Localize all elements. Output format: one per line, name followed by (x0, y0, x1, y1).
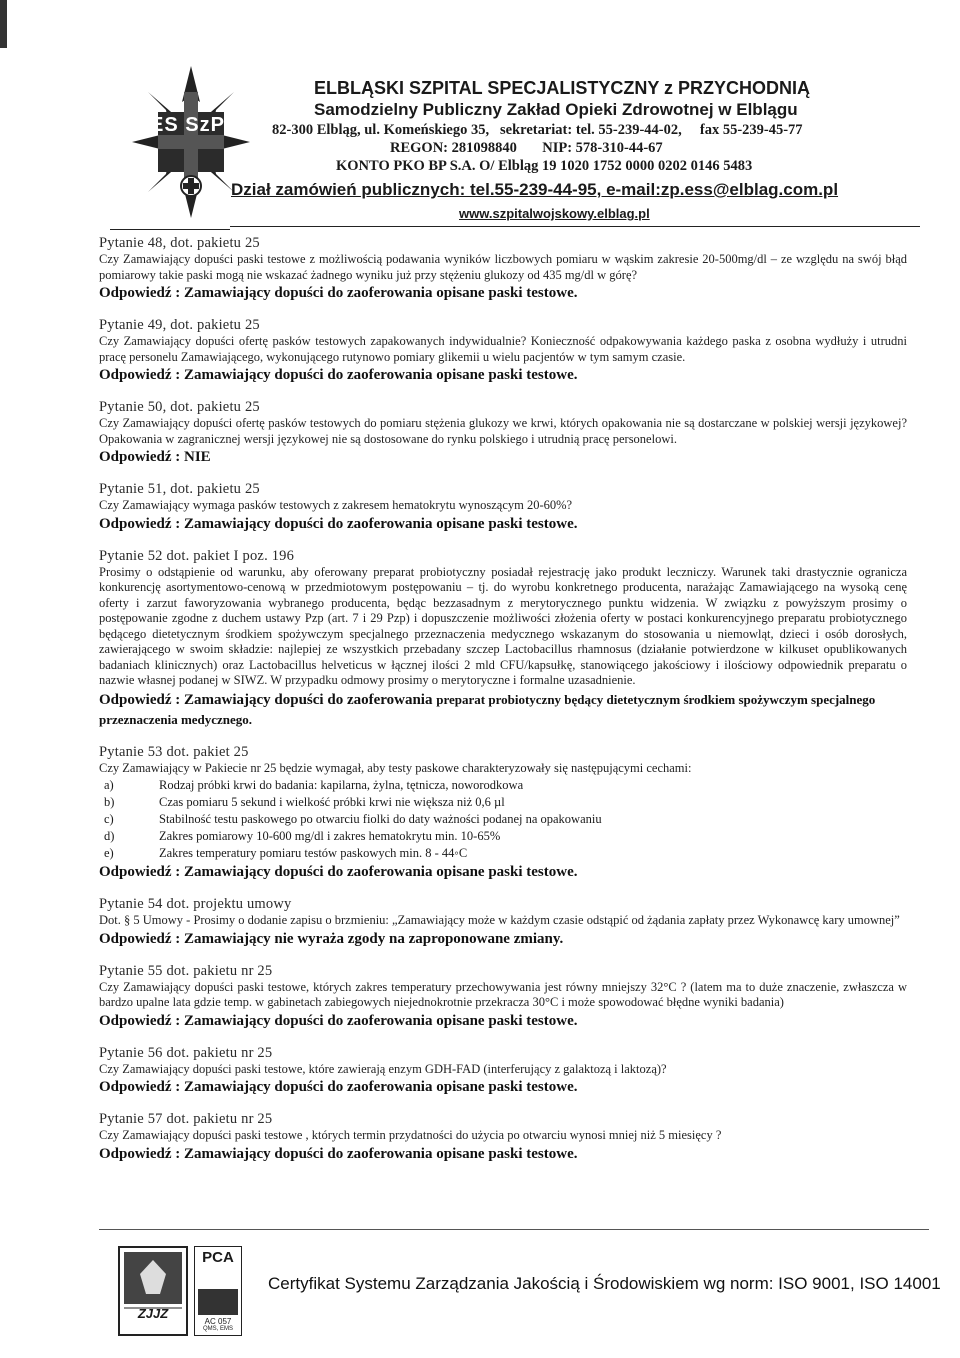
address-line (272, 122, 803, 139)
zjjz-logo-text: ZJJZ (137, 1306, 169, 1321)
hospital-name: ELBLĄSKI SZPITAL SPECJALISTYCZNY z PRZYCHODNIĄ (314, 78, 811, 98)
list-item-label: a) (104, 778, 114, 792)
list-item-text: Zakres temperatury pomiaru testów paskowych min. 8 - 44◦C (159, 846, 468, 860)
question-block (99, 316, 907, 385)
list-item-label: b) (104, 795, 115, 809)
list-item (99, 845, 907, 862)
emblem-text: ES SzP (150, 114, 225, 136)
list-item-label: d) (104, 829, 115, 843)
answer-text: Odpowiedź : Zamawiający dopuści do zaoferowania opisane paski testowe. (99, 367, 578, 383)
regon: REGON: 281098840 (390, 140, 517, 156)
question-title: Pytanie 52 dot. pakiet I poz. 196 (99, 547, 295, 564)
list-item-label: c) (104, 812, 114, 826)
certificate-text: Certyfikat Systemu Zarządzania Jakością i Środowiskiem wg norm: ISO 9001, ISO 14001 (268, 1274, 941, 1293)
question-text: Czy Zamawiający wymaga pasków testowych z zakresem hematokrytu wynoszącym 20-60%? (99, 498, 573, 512)
list-item (99, 777, 907, 794)
question-text: Czy Zamawiający dopuści paski testowe z możliwością podawania wyników liczbowych pomiaru w wąskim zakresie 20-500mg/dl – ze względu na swój błąd pomiarowy takie paski mogą nie wskazać żadnego wyniku już przy stężeniu glukozy od 435 mg/dl w górę? (99, 252, 907, 282)
question-title: Pytanie 49, dot. pakietu 25 (99, 317, 260, 333)
question-block (99, 743, 907, 883)
answer-main: Odpowiedź : Zamawiający dopuści do zaoferowania (99, 691, 433, 708)
answer-tail: preparat probiotyczny będący dietetycznym środkiem spożywczym specjalnego przeznaczenia medycznego. (99, 691, 876, 727)
unit-name: Samodzielny Publiczny Zakład Opieki Zdrowotnej w Elblągu (314, 100, 798, 119)
list-item (99, 828, 907, 845)
nip: NIP: 578-310-44-67 (542, 140, 663, 156)
question-block (99, 1110, 907, 1164)
questions-list (99, 234, 907, 1177)
question-title: Pytanie 57 dot. pakietu nr 25 (99, 1111, 273, 1127)
answer-text: Odpowiedź : Zamawiający dopuści do zaoferowania opisane paski testowe. (99, 285, 578, 301)
requirements-list (99, 777, 907, 862)
question-block (99, 398, 907, 467)
list-item (99, 811, 907, 828)
registry-line (390, 140, 663, 157)
question-text: Prosimy o odstąpienie od warunku, aby oferowany preparat probiotyczny posiadał rejestrację jako produkt leczniczy. Warunek taki drastycznie ogranicza konkurencję asortymentowo-cenową w przedmiotowym postępowaniu – tj. do wyrobu konkretnego producenta, narażając Zamawiającego na wysoką cenę oferty i zarzut faworyzowania wybranego producenta, będąc bezzasadnym z merytorycznego punktu widzenia. W związku z powyższym prosimy o postępowanie zgodne z duchem ustawy Pzp (art. 7 i 29 Pzp) i dopuszczenie możliwości złożenia oferty w postaci konkurencyjnego preparatu probiotycznego będącego dietetycznym środkiem spożywczym specjalnego przeznaczenia medycznego wskazanym do stosowania u niemowląt, dzieci i osób dorosłych, zawierającego w swoim składzie: najlepiej ze wszystkich przebadany szczep Lactobacillus rhamnosus (działanie potwierdzone w kilkuset opublikowanych badaniach klinicznych) oraz Lactobacillus helveticus w łącznej ilości 2 mld CFU/kapsułkę, stanowiącego jakościowy i ilościowy odpowiednik preparatu o nazwie własnej podanej w SIWZ. W przypadku odmowy prosimy o merytoryczne i formalne uzasadnienie. (99, 564, 907, 687)
question-text: Czy Zamawiający dopuści paski testowe, które zawierają enzym GDH-FAD (interferujący z galaktozą i laktozą)? (99, 1061, 667, 1076)
question-text: Czy Zamawiający w Pakiecie nr 25 będzie wymagał, aby testy paskowe charakteryzowały się następującymi cechami: (99, 760, 692, 775)
list-item-text: Czas pomiaru 5 sekund i wielkość próbki krwi nie większa niż 0,6 µl (159, 795, 505, 809)
answer-text: Odpowiedź : NIE (99, 449, 211, 465)
answer-text: Odpowiedź : Zamawiający dopuści do zaoferowania opisane paski testowe. (99, 1012, 578, 1029)
question-title: Pytanie 51, dot. pakietu 25 (99, 481, 260, 497)
header-divider (230, 226, 920, 227)
answer-text: Odpowiedź : Zamawiający dopuści do zaoferowania opisane paski testowe. (99, 515, 578, 532)
list-item-text: Rodzaj próbki krwi do badania: kapilarna, żylna, tętnicza, noworodkowa (159, 778, 524, 792)
question-title: Pytanie 54 dot. projektu umowy (99, 896, 292, 912)
list-item-label: e) (104, 846, 114, 860)
footer-divider (99, 1229, 929, 1230)
question-block (99, 234, 907, 303)
question-block (99, 547, 907, 730)
address: 82-300 Elbląg, ul. Komeńskiego 35, (272, 122, 490, 138)
question-title: Pytanie 50, dot. pakietu 25 (99, 399, 260, 415)
question-block (99, 962, 907, 1031)
eagle-icon (120, 1248, 186, 1334)
question-title: Pytanie 55 dot. pakietu nr 25 (99, 962, 273, 979)
fax: fax 55-239-45-77 (699, 122, 803, 138)
question-text: Dot. § 5 Umowy - Prosimy o dodanie zapisu o brzmieniu: „Zamawiający może w każdym czasie odstąpić od żądania zapłaty przez Wykonawcę kary umownej” (99, 913, 900, 927)
question-title: Pytanie 53 dot. pakiet 25 (99, 743, 249, 760)
question-title: Pytanie 56 dot. pakietu nr 25 (99, 1044, 273, 1061)
list-item (99, 794, 907, 811)
answer-text: Odpowiedź : Zamawiający dopuści do zaoferowania opisane paski testowe. (99, 1079, 578, 1095)
pca-logo-code: AC 057 (204, 1317, 232, 1326)
question-text: Czy Zamawiający dopuści paski testowe, których zakres temperatury przechowywania jest równy mniejszy 32°C ? (latem ma to duże znaczenie, zwłaszcza w bardzo upalne lata gdzie temp. w gabinetach zabiegowych niejednokrotnie przekracza 30°C i może spowodować błędne wyniki badania) (99, 979, 907, 1009)
scan-edge-mark (0, 0, 7, 48)
answer-text: Odpowiedź : Zamawiający nie wyraża zgody na zaproponowane zmiany. (99, 930, 564, 947)
pca-logo-sub: QMS, EMS (202, 1326, 233, 1332)
question-block (99, 895, 907, 949)
pca-certificate-logo (194, 1246, 242, 1336)
question-text: Czy Zamawiający dopuści paski testowe , których termin przydatności do użycia po otwarciu wynosi mniej niż 5 miesięcy ? (99, 1128, 722, 1142)
pca-logo-graphic-icon (198, 1289, 238, 1315)
question-text: Czy Zamawiający dopuści ofertę pasków testowych do pomiaru stężenia glukozy we krwi, których opakowania nie są dostarczane w polskiej wersji językowej? Opakowania w zagranicznej wersji językowej nie są dostosowane do rynku polskiego i utrudnią pracę personelowi. (99, 416, 907, 446)
bank-account: KONTO PKO BP S.A. O/ Elbląg 19 1020 1752 0000 0202 0146 5483 (336, 158, 753, 174)
list-item-text: Stabilność testu paskowego po otwarciu fiolki do daty ważności podanej na opakowaniu (159, 812, 602, 826)
zjjz-certificate-logo (118, 1246, 188, 1336)
question-text: Czy Zamawiający dopuści ofertę pasków testowych zapakowanych indywidualnie? Konieczność odpakowywania każdego paska z osobna wydłuży i utrudni pracę personelu Zamawiającego, wykonującego rutynowo pomiary glikemii u wielu pacjentów w tym samym czasie. (99, 334, 907, 364)
question-block (99, 1044, 907, 1098)
procurement-contact: Dział zamówień publicznych: tel.55-239-44-95, e-mail:zp.ess@elblag.com.pl (231, 180, 839, 199)
list-item-text: Zakres pomiarowy 10-600 mg/dl i zakres hematokrytu min. 10-65% (159, 829, 501, 843)
pca-logo-title: PCA (202, 1249, 234, 1266)
answer-text (99, 690, 907, 730)
answer-text: Odpowiedź : Zamawiający dopuści do zaoferowania opisane paski testowe. (99, 864, 578, 880)
website-link[interactable]: www.szpitalwojskowy.elblag.pl (459, 206, 650, 221)
question-block (99, 480, 907, 534)
question-title: Pytanie 48, dot. pakietu 25 (99, 235, 260, 251)
answer-text: Odpowiedź : Zamawiający dopuści do zaoferowania opisane paski testowe. (99, 1145, 578, 1162)
secretariat: sekretariat: tel. 55-239-44-02, (500, 122, 682, 138)
header-divider-left (110, 229, 230, 230)
